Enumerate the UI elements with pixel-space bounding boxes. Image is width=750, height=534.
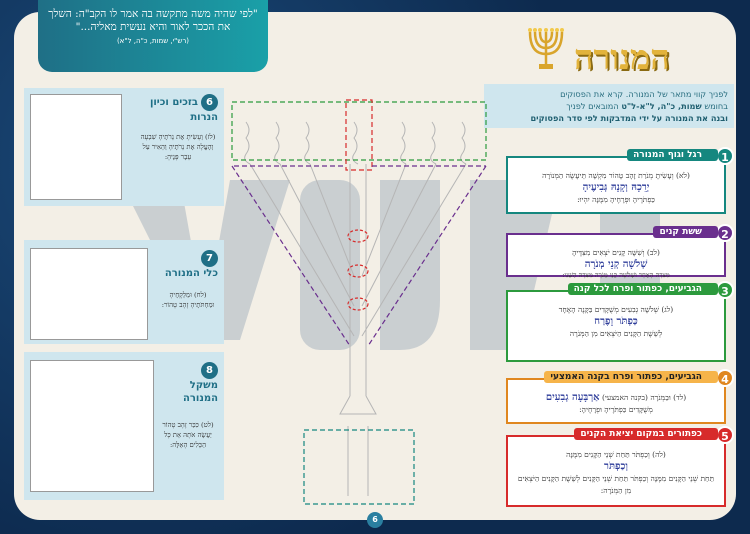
section-2-text [514,247,718,280]
section-3-number: 3 [716,281,734,299]
section-2-number: 2 [716,224,734,242]
section-2-big: שְׁלֹשָׁה קְנֵי מְנֹרָה [584,259,648,270]
section-1-line: (לא) וְעָשִׂיתָ מְנֹרַת זָהָב טָהוֹר מִקְשָׁה תֵּיעָשֶׂה הַמְּנוֹרָה [542,171,690,180]
sticker-box-7[interactable] [30,248,148,340]
instructions-line-1: לפניך קווי מתאר של המנורה. קרא את הפסוקים [560,89,728,99]
instructions-line-2-post: המובאים לפניך [566,101,619,111]
menorah-icon [524,24,568,74]
instructions-line-2-bold: שמות, כ"ה, ל"א-ל"ט [621,101,702,111]
section-4-line: (לד) וּבַמְּנֹרָה (בקנה האמצעי) [601,393,687,402]
side-6-title [128,94,218,124]
side-section-8 [24,352,224,500]
section-5-number: 5 [716,426,734,444]
side-section-6 [24,88,224,206]
side-7-text: (לח) וּמַלְקָחֶיהָ וּמַחְתֹּתֶיהָ זָהָב טָהוֹר: [161,291,215,309]
section-4 [506,372,729,424]
section-3 [506,284,729,362]
side-6-title-text: בזכים וכיון הנרות [149,97,218,123]
side-7-number: 7 [201,250,218,267]
section-4-title: הגביעים, כפתור ופרח בקנה האמצעי [544,371,718,383]
section-5-line-2: תַּחַת שְׁנֵי הַקָּנִים מִמֶּנָּה וְכַפְתֹּר תַּחַת שְׁנֵי הַקָּנִים לְשֵׁשֶׁת הַקָּנִים הַיֹּצְאִים מִן הַמְּנֹרָה: [517,474,715,495]
section-3-title: הגביעים, כפתור ופרח לכל קנה [568,283,718,295]
section-1 [506,150,729,214]
section-5-text [514,449,718,497]
section-2 [506,227,729,279]
quote-text: "לפי שהיה משה מתקשה בה אמר לו הקב"ה: השלך את הככר לאור והיא נעשית מאליה..." [48,8,258,33]
sticker-box-6[interactable] [30,94,122,200]
section-1-title: רגל וגוף המנורה [627,149,718,161]
section-4-line-2: מְשֻׁקָּדִים כַּפְתֹּרֶיהָ וּפְרָחֶיהָ: [579,405,653,414]
section-3-line: (לג) שְׁלֹשָׁה גְבִעִים מְשֻׁקָּדִים בַּקָּנֶה הָאֶחָד [558,305,674,314]
section-2-title: ששת קנים [653,226,718,238]
rashi-quote-banner [38,0,268,72]
instructions-line-2-pre: בחומש [704,101,728,111]
section-5-big: וְכַפְתֹּר [604,461,628,472]
side-6-text: (לז) וְעָשִׂיתָ אֶת נֵרֹתֶיהָ שִׁבְעָה וְהֶעֱלָה אֶת נֵרֹתֶיהָ וְהֵאִיר עַל עֵבֶר פָּנֶיהָ: [140,133,216,161]
page-title: המנורה [574,38,670,78]
section-4-big: אַרְבָּעָה גְבִעִים [545,392,600,403]
section-1-line-2: כַּפְתֹּרֶיהָ וּפְרָחֶיהָ מִמֶּנָּה יִהְיוּ: [577,195,655,204]
page-number: 6 [367,512,383,528]
section-1-number: 1 [716,147,734,165]
section-4-text [514,392,718,416]
sticker-box-8[interactable] [30,360,154,492]
side-6-number: 6 [201,94,218,111]
side-8-title-text: משקל המנורה [183,380,218,404]
section-4-number: 4 [716,369,734,387]
instructions [484,84,734,128]
side-section-7 [24,240,224,344]
instructions-line-2 [490,100,728,112]
menorah-outline-diagram [228,96,490,510]
section-3-text [514,304,718,340]
section-3-big: כַּפְתֹּר וָפֶרַח [594,316,638,327]
section-2-line: (לב) וְשִׁשָּׁה קָנִים יֹצְאִים מִצִּדֶּיהָ [572,248,660,257]
section-5-title: כפתורים במקום יציאת הקנים [574,428,718,440]
side-8-text: (לט) כִּכַּר זָהָב טָהוֹר יַעֲשֶׂה אֹתָהּ אֵת כָּל הַכֵּלִים הָאֵלֶּה: [162,421,214,449]
side-8-title [158,362,218,405]
section-1-big: יְרֵכָהּ וְקָנָהּ גְּבִיעֶיהָ [582,182,650,193]
side-7-title-text: כלי המנורה [164,268,218,279]
section-5 [506,429,729,507]
section-3-line-2: לְשֵׁשֶׁת הַקָּנִים הַיֹּצְאִים מִן הַמְּנֹרָה [569,329,663,338]
section-1-text [514,170,718,206]
instructions-line-3 [490,112,728,124]
cup-outlines [245,122,466,164]
side-7-title [158,250,218,280]
section-2-line-2: מִצִּדָּהּ הָאֶחָד וּשְׁלֹשָׁה קְנֵי מְנֹרָה מִצִּדָּהּ הַשֵּׁנִי: [562,271,670,279]
instructions-line-3-bold: ובנה את המנורה על ידי המדבקות לפי סדר הפסוקים [530,113,728,123]
side-8-number: 8 [201,362,218,379]
section-5-line: (לה) וְכַפְתֹּר תַּחַת שְׁנֵי הַקָּנִים מִמֶּנָּה [566,450,666,459]
quote-source: (רש"י, שמות, כ"ה, ל"א) [116,37,190,45]
